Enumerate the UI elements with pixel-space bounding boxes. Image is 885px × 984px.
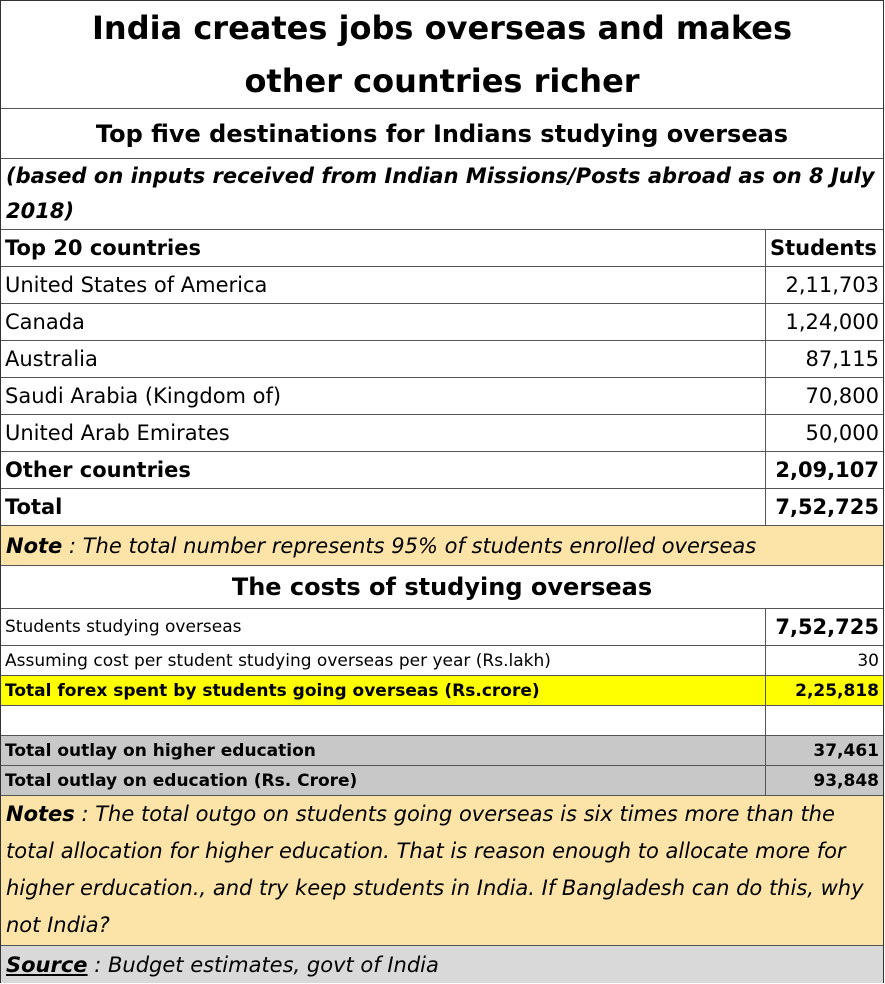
notes-row — [1, 796, 883, 946]
table-row — [1, 267, 883, 304]
student-count: 50,000 — [805, 421, 879, 445]
total-row — [1, 489, 883, 526]
section2-heading-row — [1, 566, 883, 609]
note-row — [1, 526, 883, 566]
note-text — [6, 534, 756, 558]
student-count: 87,115 — [805, 347, 879, 371]
table-row — [1, 378, 883, 415]
table-header-row — [1, 230, 883, 267]
empty-row — [1, 706, 883, 736]
notes-label: Notes — [6, 802, 75, 826]
notes-body: : The total outgo on students going overseas is six times more than the total allocation for higher education. That is reason enough to allocate more for higher erducation., and try keep students in India. If Bangladesh can do this, why not India? — [6, 802, 864, 937]
col-header-students: Students — [770, 236, 877, 260]
other-countries-row — [1, 452, 883, 489]
basis-text: (based on inputs received from Indian Missions/Posts abroad as on 8 July 2018) — [6, 164, 875, 223]
student-count: 2,11,703 — [785, 273, 879, 297]
col-header-country: Top 20 countries — [1, 230, 766, 266]
student-count: 70,800 — [805, 384, 879, 408]
total-label: Total — [1, 489, 766, 525]
total-value: 7,52,725 — [775, 495, 879, 519]
outlay-higher-label: Total outlay on higher education — [1, 736, 766, 765]
section2-heading: The costs of studying overseas — [231, 573, 653, 601]
section1-heading-row — [1, 109, 883, 159]
title-row — [1, 1, 883, 109]
country-name: United Arab Emirates — [1, 415, 766, 451]
cost-label: Students studying overseas — [1, 609, 766, 645]
table-row — [1, 304, 883, 341]
country-name: United States of America — [1, 267, 766, 303]
cost-value: 7,52,725 — [775, 615, 879, 639]
country-name: Canada — [1, 304, 766, 340]
table-row — [1, 341, 883, 378]
outlay-higher-row — [1, 736, 883, 766]
source-label: Source — [6, 952, 88, 977]
outlay-total-row — [1, 766, 883, 796]
other-countries-label: Other countries — [1, 452, 766, 488]
section1-heading: Top five destinations for Indians studying overseas — [95, 119, 789, 148]
cost-row — [1, 646, 883, 676]
outlay-total-label: Total outlay on education (Rs. Crore) — [1, 766, 766, 795]
country-name: Saudi Arabia (Kingdom of) — [1, 378, 766, 414]
outlay-total-value: 93,848 — [813, 770, 879, 791]
forex-row — [1, 676, 883, 706]
cost-value: 30 — [857, 650, 879, 671]
source-body: : Budget estimates, govt of India — [87, 952, 439, 977]
notes-text — [6, 796, 878, 944]
basis-row — [1, 159, 883, 230]
source-row — [1, 946, 883, 983]
forex-value: 2,25,818 — [795, 680, 879, 701]
country-name: Australia — [1, 341, 766, 377]
cost-label: Assuming cost per student studying overseas per year (Rs.lakh) — [1, 646, 766, 675]
cost-row — [1, 609, 883, 646]
outlay-higher-value: 37,461 — [813, 740, 879, 761]
empty-cell — [1, 706, 766, 735]
empty-cell — [766, 706, 883, 735]
note-label: Note — [6, 533, 63, 558]
table-row — [1, 415, 883, 452]
student-count: 1,24,000 — [785, 310, 879, 334]
source-text — [6, 953, 439, 977]
other-countries-value: 2,09,107 — [775, 458, 879, 482]
page-title: India creates jobs overseas and makes other countries richer — [92, 8, 792, 100]
forex-label: Total forex spent by students going overseas (Rs.crore) — [1, 676, 766, 705]
note-body: : The total number represents 95% of students enrolled overseas — [62, 533, 757, 558]
